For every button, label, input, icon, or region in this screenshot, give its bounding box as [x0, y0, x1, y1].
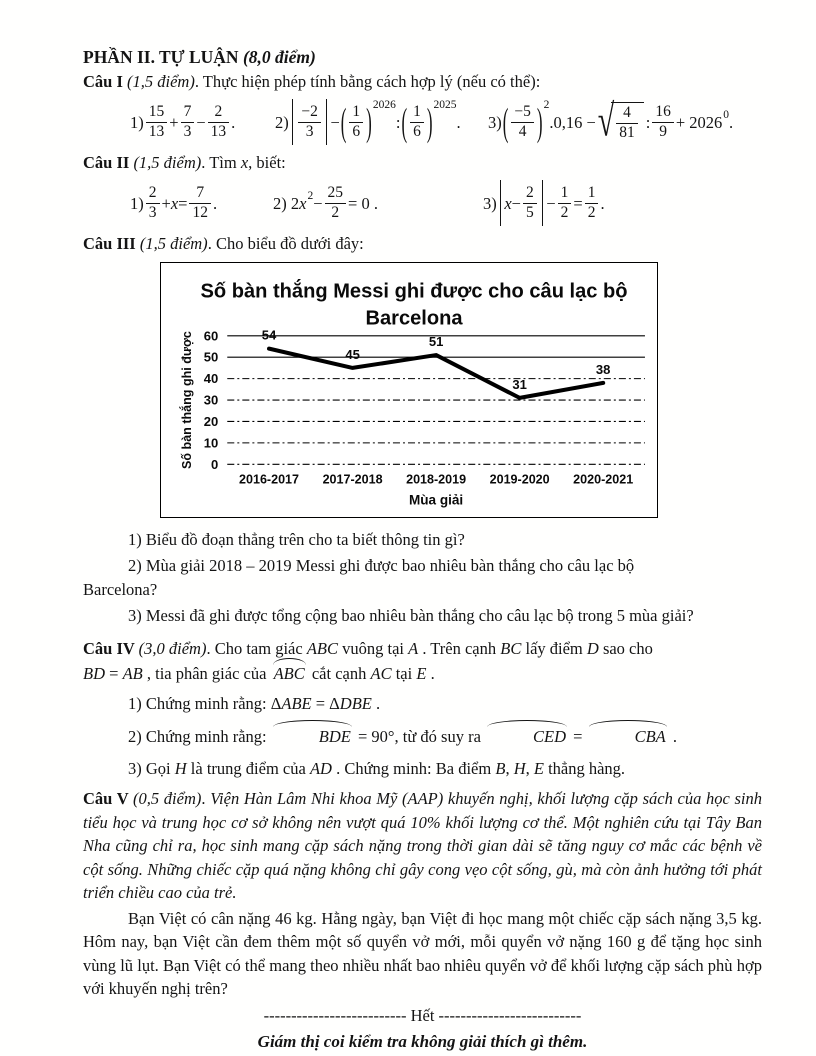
cau1-heading: Câu I (1,5 điểm). Thực hiện phép tính bằng cách hợp lý (nếu có thể):	[83, 72, 541, 91]
svg-text:40: 40	[203, 371, 219, 387]
cau1-formula-1: 1) $\frac{15}{13}$ + $\frac{7}{3}$ − $\frac{2}{13}$ .	[130, 102, 236, 140]
svg-text:Số bàn thắng ghi được: Số bàn thắng ghi được	[180, 331, 195, 469]
svg-text:10: 10	[203, 435, 219, 451]
svg-text:20: 20	[203, 413, 219, 429]
proctor-note: Giám thị coi kiểm tra không giải thích gì thêm.	[257, 1031, 588, 1051]
cau3-question-3: 3) Messi đã ghi được tổng cộng bao nhiêu bàn thắng cho câu lạc bộ trong 5 mùa giải?	[128, 605, 694, 625]
svg-text:54: 54	[261, 327, 277, 343]
svg-text:Barcelona: Barcelona	[365, 307, 463, 330]
cau3-question-1: 1) Biểu đồ đoạn thẳng trên cho ta biết thông tin gì?	[128, 530, 465, 549]
cau2-formula-1: 1) $\frac{2}{3}$ + x = $\frac{7}{12}$ .	[130, 183, 218, 221]
svg-text:31: 31	[512, 376, 527, 392]
cau4-item-1: 1) Chứng minh rằng: ΔABE = ΔDBE .	[128, 694, 381, 713]
cau2-formula-2: 2) 2 x 2 − $\frac{25}{2}$ = 0 .	[273, 183, 378, 221]
svg-text:Số bàn thắng Messi ghi được ch: Số bàn thắng Messi ghi được cho câu lạc bộ	[200, 280, 628, 303]
svg-text:2017-2018: 2017-2018	[322, 472, 383, 487]
svg-text:2020-2021: 2020-2021	[573, 472, 634, 487]
cau5-paragraph-2: Bạn Việt có cân nặng 46 kg. Hằng ngày, bạn Việt đi học mang một chiếc cặp sách nặng 3,5 kg. Hôm nay, bạn Việt cần đem thêm một số quyển vở mới, mỗi quyển vở nặng 160 g để tặng học sinh vùng lũ lụt. Bạn Việt có thể mang theo nhiều nhất bao nhiêu quyển vở để khối lượng cặp sách phù hợp với khuyến nghị trên?	[83, 908, 762, 998]
cau2-formula-row	[83, 175, 762, 231]
cau4-item-2: 2) Chứng minh rằng: BDE = 90°, từ đó suy ra CED = CBA .	[83, 723, 762, 750]
svg-text:38: 38	[595, 361, 611, 377]
section-heading: PHẦN II. TỰ LUẬN (8,0 điểm)	[83, 47, 316, 67]
chart-frame	[160, 262, 658, 518]
cau4-paragraph: Câu IV (3,0 điểm). Cho tam giác ABC vuông tại A . Trên cạnh BC lấy điểm D sao cho BD = AB , tia phân giác của ABC cắt cạnh AC tại E .	[83, 637, 762, 685]
messi-goals-chart	[161, 263, 657, 517]
cau2-formula-3: 3) x − $\frac{2}{5}$ − $\frac{1}{2}$ = $\frac{1}{2}$ .	[483, 175, 605, 231]
svg-text:51: 51	[428, 334, 444, 350]
cau1-formula-row	[83, 94, 762, 150]
svg-text:0: 0	[210, 456, 219, 472]
cau3-question-2: 2) Mùa giải 2018 – 2019 Messi ghi được bao nhiêu bàn thắng cho câu lạc bộ Barcelona?	[83, 555, 635, 599]
svg-text:30: 30	[203, 392, 219, 408]
svg-text:2016-2017: 2016-2017	[239, 472, 300, 487]
cau2-heading: Câu II (1,5 điểm). Tìm x, biết:	[83, 153, 286, 172]
svg-text:Mùa giải: Mùa giải	[409, 492, 464, 508]
cau1-formula-3: 3) ( $\frac{-5}{4}$ ) 2 .0,16 − √ $\frac{4}{81}$ : $\frac{16}{9}$ + 2026 0 .	[488, 96, 734, 146]
het-divider: -------------------------- Hết --------------------------	[263, 1005, 582, 1025]
svg-text:2019-2020: 2019-2020	[489, 472, 550, 487]
svg-text:2018-2019: 2018-2019	[406, 472, 467, 487]
cau5-paragraph: Câu V (0,5 điểm). Viện Hàn Lâm Nhi khoa Mỹ (AAP) khuyến nghị, khối lượng cặp sách của học sinh tiểu học và trung học cơ sở không nên vượt quá 10% khối lượng cơ thể. Một nghiên cứu tại Tây Ban Nha cũng chỉ ra, học sinh mang cặp sách nặng trong thời gian dài sẽ tăng nguy cơ mắc các bệnh về cột sống. Những chiếc cặp quá nặng không chỉ gây cong vẹo cột sống, gù, mà còn ảnh hưởng tới phát triển chiều cao của trẻ.	[83, 789, 762, 902]
cau3-heading: Câu III (1,5 điểm). Cho biểu đồ dưới đây:	[83, 234, 364, 253]
cau1-formula-2: 2) $\frac{-2}{3}$ − ( $\frac{1}{6}$ ) 2026 : ( $\frac{1}{6}$ ) 2025 .	[275, 98, 461, 144]
cau4-item-3: 3) Gọi H là trung điểm của AD . Chứng minh: Ba điểm B, H, E thẳng hàng.	[128, 759, 626, 778]
svg-text:50: 50	[203, 349, 219, 365]
svg-text:45: 45	[345, 346, 360, 362]
svg-text:60: 60	[203, 328, 219, 344]
